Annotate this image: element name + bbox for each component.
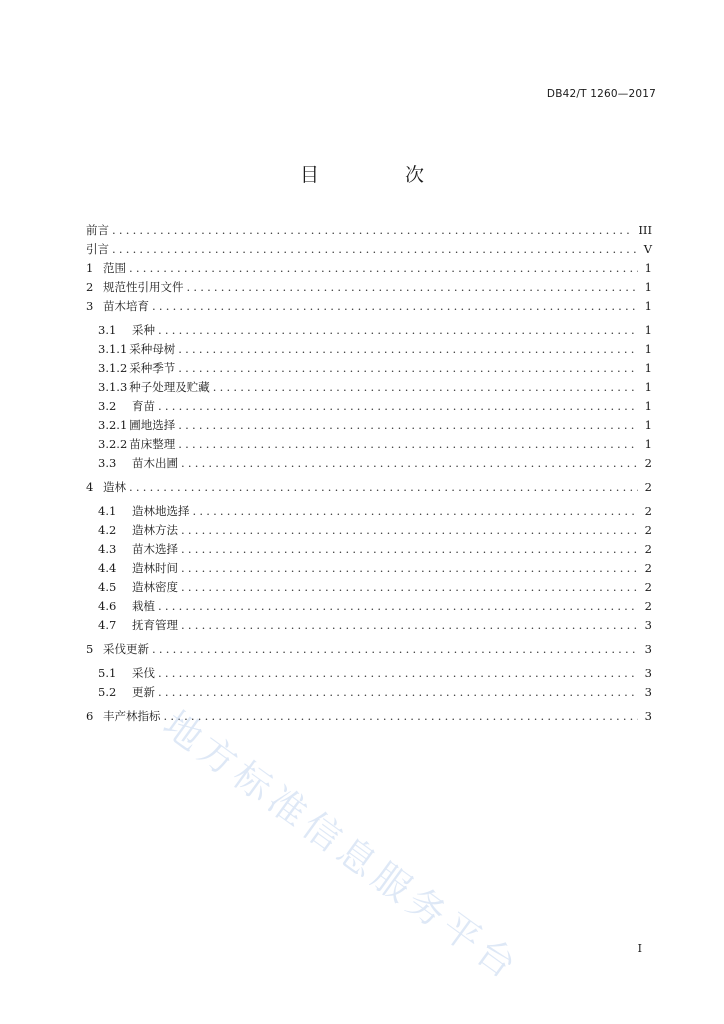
toc-entry-number: 3.1 <box>98 323 117 337</box>
toc-entry[interactable] <box>86 454 652 473</box>
toc-entry[interactable] <box>86 378 652 397</box>
toc-entry-title: 苗床整理 <box>129 437 176 451</box>
toc-entry-page: 2 <box>644 456 652 470</box>
toc-entry[interactable] <box>86 359 652 378</box>
toc-entry-page: 2 <box>644 580 652 594</box>
toc-entry[interactable] <box>86 340 652 359</box>
toc-entry-number: 4.7 <box>98 618 117 632</box>
toc-entry-number: 3.1.2 <box>98 361 128 375</box>
toc-leader-dots <box>181 454 638 473</box>
toc-leader-dots <box>193 502 639 521</box>
toc-leader-dots <box>178 340 638 359</box>
toc-leader-dots <box>129 478 638 497</box>
toc-entry-title: 造林方法 <box>132 523 178 537</box>
toc-entry-page: 1 <box>644 437 652 451</box>
toc-entry-title: 种子处理及贮藏 <box>129 380 210 394</box>
toc-leader-dots <box>158 597 638 616</box>
toc-entry-page: 1 <box>644 361 652 375</box>
toc-entry-number: 4.5 <box>98 580 117 594</box>
toc-leader-dots <box>181 540 638 559</box>
toc-entry-page: 2 <box>644 504 652 518</box>
watermark: 地方标准信息服务平台 <box>155 702 529 990</box>
toc-entry[interactable] <box>86 683 652 702</box>
toc-leader-dots <box>129 259 638 278</box>
toc-leader-dots <box>158 683 638 702</box>
toc-entry-title: 采伐 <box>132 666 155 680</box>
toc-entry-page: 1 <box>644 323 652 337</box>
toc-entry-page: 1 <box>644 261 652 275</box>
toc-entry-number: 2 <box>86 280 94 294</box>
toc-entry-number: 4.2 <box>98 523 117 537</box>
toc-entry-number: 4.3 <box>98 542 117 556</box>
toc-entry-page: 2 <box>644 480 652 494</box>
toc-entry-page: 3 <box>644 666 652 680</box>
toc-entry-number: 3.2.1 <box>98 418 128 432</box>
toc-entry-page: 1 <box>644 399 652 413</box>
toc-entry-page: 2 <box>644 561 652 575</box>
toc-entry[interactable] <box>86 321 652 340</box>
toc-entry[interactable] <box>86 297 652 316</box>
toc-entry-title: 苗木选择 <box>132 542 178 556</box>
toc-entry-number: 5 <box>86 642 94 656</box>
toc-entry-page: 3 <box>644 709 652 723</box>
toc-entry-title: 采种季节 <box>129 361 176 375</box>
toc-entry-page: 1 <box>644 418 652 432</box>
toc-entry[interactable] <box>86 435 652 454</box>
toc-leader-dots <box>164 707 639 726</box>
toc-leader-dots <box>158 321 638 340</box>
toc-leader-dots <box>181 578 638 597</box>
toc-entry-number: 1 <box>86 261 94 275</box>
page-number: I <box>637 942 642 955</box>
toc-leader-dots <box>112 221 632 240</box>
toc-entry[interactable] <box>86 540 652 559</box>
toc-entry-page: 3 <box>644 685 652 699</box>
toc-entry-title: 引言 <box>86 242 109 256</box>
toc-entry-title: 更新 <box>132 685 155 699</box>
toc-entry-title: 采种母树 <box>129 342 176 356</box>
toc-entry-number: 3 <box>86 299 94 313</box>
toc-entry-page: V <box>643 242 652 256</box>
toc-entry-page: 1 <box>644 342 652 356</box>
toc-entry-title: 丰产林指标 <box>103 709 161 723</box>
toc-entry[interactable] <box>86 616 652 635</box>
toc-entry-page: 3 <box>644 618 652 632</box>
toc-leader-dots <box>181 559 638 578</box>
toc-leader-dots <box>213 378 638 397</box>
toc-leader-dots <box>187 278 639 297</box>
toc-leader-dots <box>181 616 638 635</box>
toc-leader-dots <box>181 521 638 540</box>
toc-entry-title: 抚育管理 <box>132 618 178 632</box>
toc-entry-page: 2 <box>644 599 652 613</box>
document-code: DB42/T 1260—2017 <box>546 88 656 100</box>
toc-entry-title: 范围 <box>103 261 126 275</box>
toc-leader-dots <box>152 297 638 316</box>
toc-entry-title: 前言 <box>86 223 109 237</box>
toc-leader-dots <box>178 416 638 435</box>
page-title: 目 次 <box>299 164 465 186</box>
toc-entry-title: 育苗 <box>132 399 155 413</box>
toc-entry-title: 造林地选择 <box>132 504 190 518</box>
toc-entry[interactable] <box>86 416 652 435</box>
toc-entry[interactable] <box>86 597 652 616</box>
toc-entry-title: 规范性引用文件 <box>103 280 184 294</box>
toc-entry-number: 3.1.1 <box>98 342 128 356</box>
toc-entry-number: 4.1 <box>98 504 117 518</box>
toc-entry-page: III <box>638 223 652 237</box>
toc-entry[interactable] <box>86 502 652 521</box>
toc-entry-title: 苗木培育 <box>103 299 149 313</box>
toc-entry-page: 1 <box>644 380 652 394</box>
toc-entry[interactable] <box>86 240 652 259</box>
toc-entry-title: 造林 <box>103 480 126 494</box>
toc-leader-dots <box>112 240 638 259</box>
toc-entry-title: 苗木出圃 <box>132 456 178 470</box>
toc-entry-number: 4.6 <box>98 599 117 613</box>
toc-entry-title: 圃地选择 <box>129 418 176 432</box>
toc-leader-dots <box>158 397 638 416</box>
toc-entry[interactable] <box>86 664 652 683</box>
toc-entry-title: 采种 <box>132 323 155 337</box>
toc-entry[interactable] <box>86 640 652 659</box>
toc-entry-number: 6 <box>86 709 94 723</box>
table-of-contents <box>86 221 652 726</box>
toc-entry[interactable] <box>86 521 652 540</box>
toc-entry-page: 3 <box>644 642 652 656</box>
toc-entry-number: 3.1.3 <box>98 380 128 394</box>
toc-entry[interactable] <box>86 578 652 597</box>
toc-entry-page: 1 <box>644 299 652 313</box>
toc-leader-dots <box>152 640 638 659</box>
toc-entry[interactable] <box>86 221 652 240</box>
toc-leader-dots <box>158 664 638 683</box>
toc-entry-number: 5.1 <box>98 666 117 680</box>
toc-entry-page: 1 <box>644 280 652 294</box>
toc-entry-number: 4 <box>86 480 94 494</box>
toc-entry-number: 5.2 <box>98 685 117 699</box>
toc-entry[interactable] <box>86 278 652 297</box>
toc-entry-title: 采伐更新 <box>103 642 149 656</box>
toc-entry[interactable] <box>86 397 652 416</box>
toc-entry-title: 栽植 <box>132 599 155 613</box>
toc-entry-title: 造林时间 <box>132 561 178 575</box>
toc-entry-number: 3.2.2 <box>98 437 128 451</box>
toc-entry-page: 2 <box>644 542 652 556</box>
toc-entry[interactable] <box>86 259 652 278</box>
toc-entry-title: 造林密度 <box>132 580 178 594</box>
toc-entry-page: 2 <box>644 523 652 537</box>
toc-entry-number: 3.3 <box>98 456 117 470</box>
toc-entry-number: 3.2 <box>98 399 117 413</box>
toc-entry[interactable] <box>86 478 652 497</box>
toc-entry[interactable] <box>86 559 652 578</box>
toc-entry[interactable] <box>86 707 652 726</box>
toc-leader-dots <box>178 359 638 378</box>
toc-leader-dots <box>178 435 638 454</box>
toc-entry-number: 4.4 <box>98 561 117 575</box>
